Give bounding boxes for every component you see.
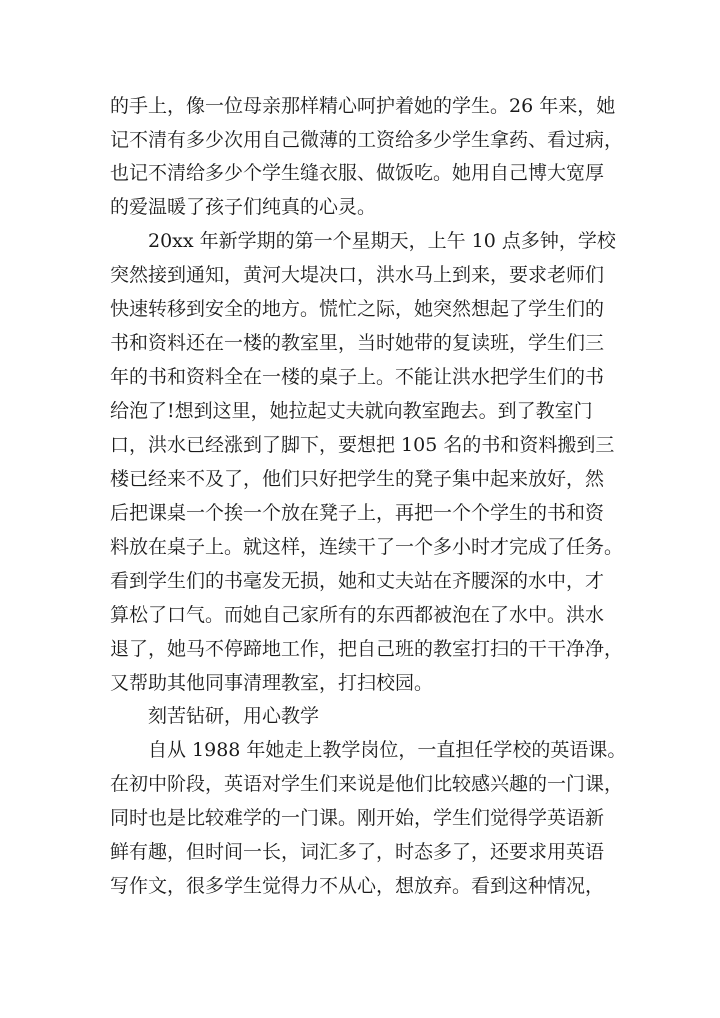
text-line: 20xx 年新学期的第一个星期天，上午 10 点多钟，学校 [148, 230, 616, 252]
text-line: 写作文，很多学生觉得力不从心，想放弃。看到这种情况， [110, 875, 605, 897]
text-line: 的爱温暖了孩子们纯真的心灵。 [110, 196, 377, 218]
text-line: 口，洪水已经涨到了脚下，要想把 105 名的书和资料搬到三 [110, 434, 615, 456]
text-line: 也记不清给多少个学生缝衣服、做饭吃。她用自己博大宽厚 [110, 162, 605, 184]
text-line: 突然接到通知，黄河大堤决口，洪水马上到来，要求老师们 [110, 264, 605, 286]
text-line: 楼已经来不及了，他们只好把学生的凳子集中起来放好，然 [110, 468, 605, 490]
text-line: 算松了口气。而她自己家所有的东西都被泡在了水中。洪水 [110, 604, 605, 626]
text-line: 在初中阶段，英语对学生们来说是他们比较感兴趣的一门课， [110, 773, 624, 795]
text-line: 鲜有趣，但时间一长，词汇多了，时态多了，还要求用英语 [110, 841, 605, 863]
text-line: 后把课桌一个挨一个放在凳子上，再把一个个学生的书和资 [110, 502, 605, 524]
text-line: 快速转移到安全的地方。慌忙之际，她突然想起了学生们的 [110, 298, 605, 320]
text-line: 同时也是比较难学的一门课。刚开始，学生们觉得学英语新 [110, 807, 605, 829]
text-line: 看到学生们的书毫发无损，她和丈夫站在齐腰深的水中，才 [110, 570, 605, 592]
text-line: 料放在桌子上。就这样，连续干了一个多小时才完成了任务。 [110, 536, 624, 558]
text-line: 给泡了!想到这里，她拉起丈夫就向教室跑去。到了教室门 [110, 400, 593, 422]
text-line: 书和资料还在一楼的教室里，当时她带的复读班，学生们三 [110, 332, 605, 354]
text-line: 记不清有多少次用自己微薄的工资给多少学生拿药、看过病， [110, 129, 624, 151]
section-heading: 刻苦钻研，用心教学 [148, 705, 320, 727]
text-line: 退了，她马不停蹄地工作，把自己班的教室打扫的干干净净， [110, 638, 624, 660]
text-line: 的手上，像一位母亲那样精心呵护着她的学生。26 年来，她 [110, 95, 616, 117]
text-line: 自从 1988 年她走上教学岗位，一直担任学校的英语课。 [148, 739, 627, 761]
text-line: 年的书和资料全在一楼的桌子上。不能让洪水把学生们的书 [110, 366, 605, 388]
text-line: 又帮助其他同事清理教室，打扫校园。 [110, 672, 434, 694]
